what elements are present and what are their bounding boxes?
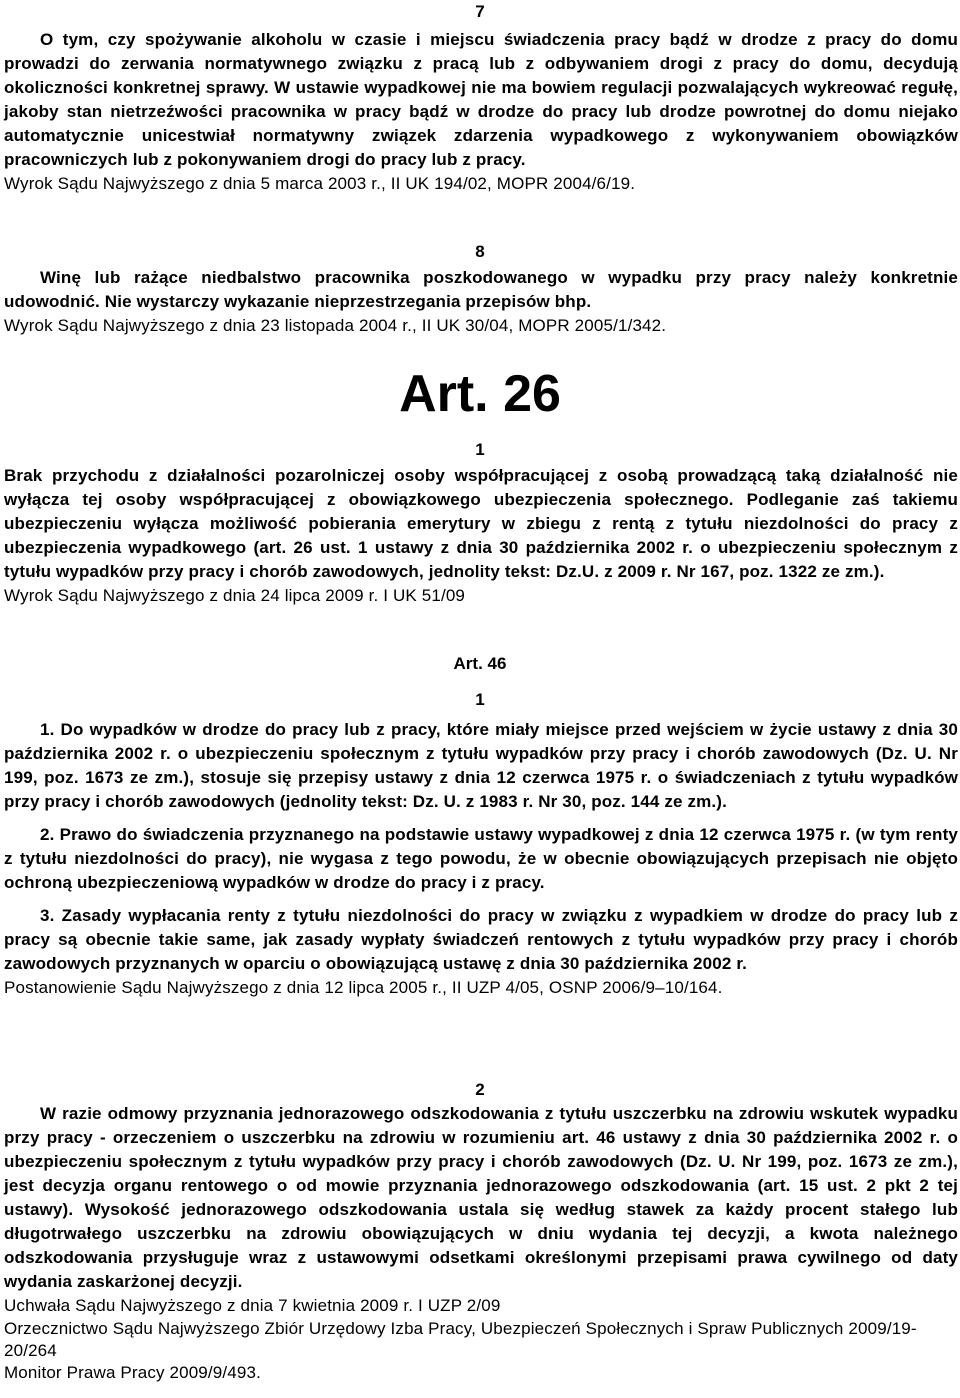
section-8-text: Winę lub rażące niedbalstwo pracownika poszkodowanego w wypadku przy pracy należy konkretnie udowodnić. Nie wystarczy wykazanie nieprzestrzegania przepisów bhp. xyxy=(4,268,958,311)
art-26-number: 1 xyxy=(475,440,485,459)
art-46-number: 1 xyxy=(475,690,485,709)
art-26-section xyxy=(4,464,958,608)
art-46-citation: Postanowienie Sądu Najwyższego z dnia 12 lipca 2005 r., II UZP 4/05, OSNP 2006/9–10/164. xyxy=(4,978,723,997)
section-2-text: W razie odmowy przyznania jednorazowego odszkodowania z tytułu uszczerbku na zdrowiu wskutek wypadku przy pracy - orzeczeniem o uszczerbku na zdrowiu w rozumieniu art. 46 ustawy z dnia 30 października 2002 r. o ubezpieczeniu społecznym z tytułu wypadków przy pracy i chorób zawodowych (Dz. U. Nr 199, poz. 1673 ze zm.), jest decyzja organu rentowego o od mowie przyznania jednorazowego odszkodowania (art. 15 ust. 2 pkt 2 tej ustawy). Wysokość jednorazowego odszkodowania ustala się według stawek za każdy procent stałego lub długotrwałego uszczerbku na zdrowiu obowiązujących w dniu wydania tej decyzji, a kwota należnego odszkodowania przysługuje wraz z ustawowymi odsetkami określonymi przepisami prawa cywilnego od daty wydania zaskarżonej decyzji. xyxy=(4,1104,958,1291)
section-2-citation-3: Monitor Prawa Pracy 2009/9/493. xyxy=(4,1363,261,1382)
prev-section-citation: Wyrok Sądu Najwyższego z dnia 5 marca 2003 r., II UK 194/02, MOPR 2004/6/19. xyxy=(4,174,636,193)
prev-section xyxy=(4,28,958,196)
section-8-number: 8 xyxy=(475,242,485,261)
section-2-citation-1: Uchwała Sądu Najwyższego z dnia 7 kwietnia 2009 r. I UZP 2/09 xyxy=(4,1296,501,1315)
section-8-citation: Wyrok Sądu Najwyższego z dnia 23 listopada 2004 r., II UK 30/04, MOPR 2005/1/342. xyxy=(4,316,667,335)
art-46-paragraph-3: 3. Zasady wypłacania renty z tytułu niezdolności do pracy w związku z wypadkiem w drodze do pracy lub z pracy są obecnie takie same, jak zasady wypłaty świadczeń rentowych z tytułu wypadków przy pracy i chorób zawodowych przyznanych w oparciu o obowiązującą ustawę z dnia 30 października 2002 r. xyxy=(4,906,958,973)
section-8 xyxy=(4,266,958,338)
art-46-heading: Art. 46 xyxy=(453,654,507,673)
section-2 xyxy=(4,1102,958,1384)
page-number: 7 xyxy=(475,2,485,21)
art-26-text: Brak przychodu z działalności pozarolniczej osoby współpracującej z osobą prowadzącą taką działalność nie wyłącza tej osoby współpracującej z obowiązkowego ubezpieczenia społecznego. Podleganie zaś takiemu ubezpieczeniu wyłącza możliwość pobierania emerytury w zbiegu z rentą z tytułu niezdolności do pracy z ubezpieczenia wypadkowego (art. 26 ust. 1 ustawy z dnia 30 października 2002 r. o ubezpieczeniu społecznym z tytułu wypadków przy pracy i chorób zawodowych, jednolity tekst: Dz.U. z 2009 r. Nr 167, poz. 1322 ze zm.). xyxy=(4,466,958,581)
art-46-paragraph-2: 2. Prawo do świadczenia przyznanego na podstawie ustawy wypadkowej z dnia 12 czerwca 1975 r. (w tym renty z tytułu niezdolności do pracy), nie wygasa z tego powodu, że w obecnie obowiązujących przepisach nie objęto ochroną ubezpieczeniową wypadków w drodze do pracy i z pracy. xyxy=(4,825,958,892)
art-26-heading: Art. 26 xyxy=(399,365,561,423)
section-2-citation-2: Orzecznictwo Sądu Najwyższego Zbiór Urzędowy Izba Pracy, Ubezpieczeń Społecznych i Spraw Publicznych 2009/19-20/264 xyxy=(4,1319,917,1360)
art-46-section xyxy=(4,718,958,1000)
section-2-number: 2 xyxy=(475,1080,485,1099)
art-26-citation: Wyrok Sądu Najwyższego z dnia 24 lipca 2009 r. I UK 51/09 xyxy=(4,586,466,605)
prev-section-text: O tym, czy spożywanie alkoholu w czasie i miejscu świadczenia pracy bądź w drodze z pracy do domu prowadzi do zerwania normatywnego związku z pracą lub z odbywaniem drogi z pracy do domu, decydują okoliczności konkretnej sprawy. W ustawie wypadkowej nie ma bowiem regulacji pozwalających wykreować regułę, jakoby stan nietrzeźwości pracownika w pracy bądź w drodze do pracy lub drodze powrotnej do domu niejako automatycznie unicestwiał normatywny związek zdarzenia wypadkowego z wykonywaniem obowiązków pracowniczych lub z pokonywaniem drogi do pracy lub z pracy. xyxy=(4,30,958,169)
art-46-paragraph-1: 1. Do wypadków w drodze do pracy lub z pracy, które miały miejsce przed wejściem w życie ustawy z dnia 30 października 2002 r. o ubezpieczeniu społecznym z tytułu wypadków przy pracy i chorób zawodowych (Dz. U. Nr 199, poz. 1673 ze zm.), stosuje się przepisy ustawy z dnia 12 czerwca 1975 r. o świadczeniach z tytułu wypadków przy pracy i chorób zawodowych (jednolity tekst: Dz. U. z 1983 r. Nr 30, poz. 144 ze zm.). xyxy=(4,720,958,811)
